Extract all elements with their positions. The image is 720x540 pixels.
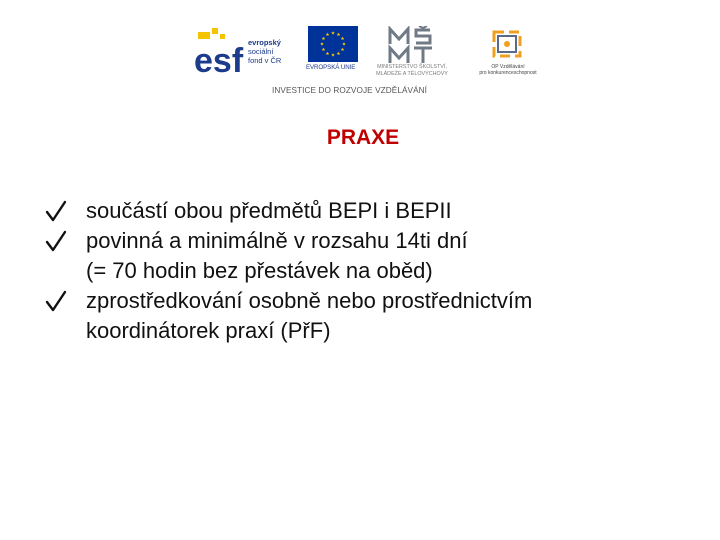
op-mark-icon: [488, 26, 526, 62]
eu-caption: EVROPSKÁ UNIE: [306, 64, 356, 71]
checkmark-icon: [45, 229, 67, 253]
msmt-logo: [364, 26, 460, 78]
esf-text-line1: evropský: [248, 38, 281, 47]
msmt-caption: [364, 64, 460, 78]
bullet-text: povinná a minimálně v rozsahu 14ti dní: [86, 228, 468, 253]
bullet-text: zprostředkování osobně nebo prostřednictvím: [86, 288, 533, 313]
eu-logo: [308, 26, 358, 78]
checkmark-icon: [45, 199, 67, 223]
esf-text-line3: fond v ČR: [248, 56, 282, 65]
bullet-list: [44, 196, 704, 346]
esf-letters-graphic: [194, 26, 246, 78]
op-caption: [476, 64, 540, 76]
bullet-text-continued: koordinátorek praxí (PřF): [86, 318, 331, 343]
logo-banner: [190, 20, 540, 98]
msmt-caption-line1: MINISTERSTVO ŠKOLSTVÍ,: [377, 64, 447, 70]
page-title: PRAXE: [326, 126, 400, 149]
bullet-text: součástí obou předmětů BEPI i BEPII: [86, 198, 452, 223]
esf-logo: [194, 26, 306, 78]
eu-flag-icon: [308, 26, 358, 62]
op-logo: [476, 26, 540, 82]
msmt-caption-line2: MLÁDEŽE A TĚLOVÝCHOVY: [376, 71, 448, 77]
esf-letters-text: esf: [194, 42, 244, 78]
msmt-mark-icon: [386, 26, 438, 66]
checkmark-icon: [45, 289, 67, 313]
esf-text: [248, 38, 308, 65]
bullet-text-continued: (= 70 hodin bez přestávek na oběd): [86, 258, 433, 283]
list-item: [44, 286, 704, 346]
op-caption-line2: pro konkurenceschopnost: [479, 70, 537, 76]
op-caption-line1: OP Vzdělávání: [491, 64, 525, 70]
list-item: [44, 226, 704, 286]
list-item: [44, 196, 704, 226]
esf-text-line2: sociální: [248, 47, 274, 56]
investment-tagline: INVESTICE DO ROZVOJE VZDĚLÁVÁNÍ: [272, 86, 428, 95]
